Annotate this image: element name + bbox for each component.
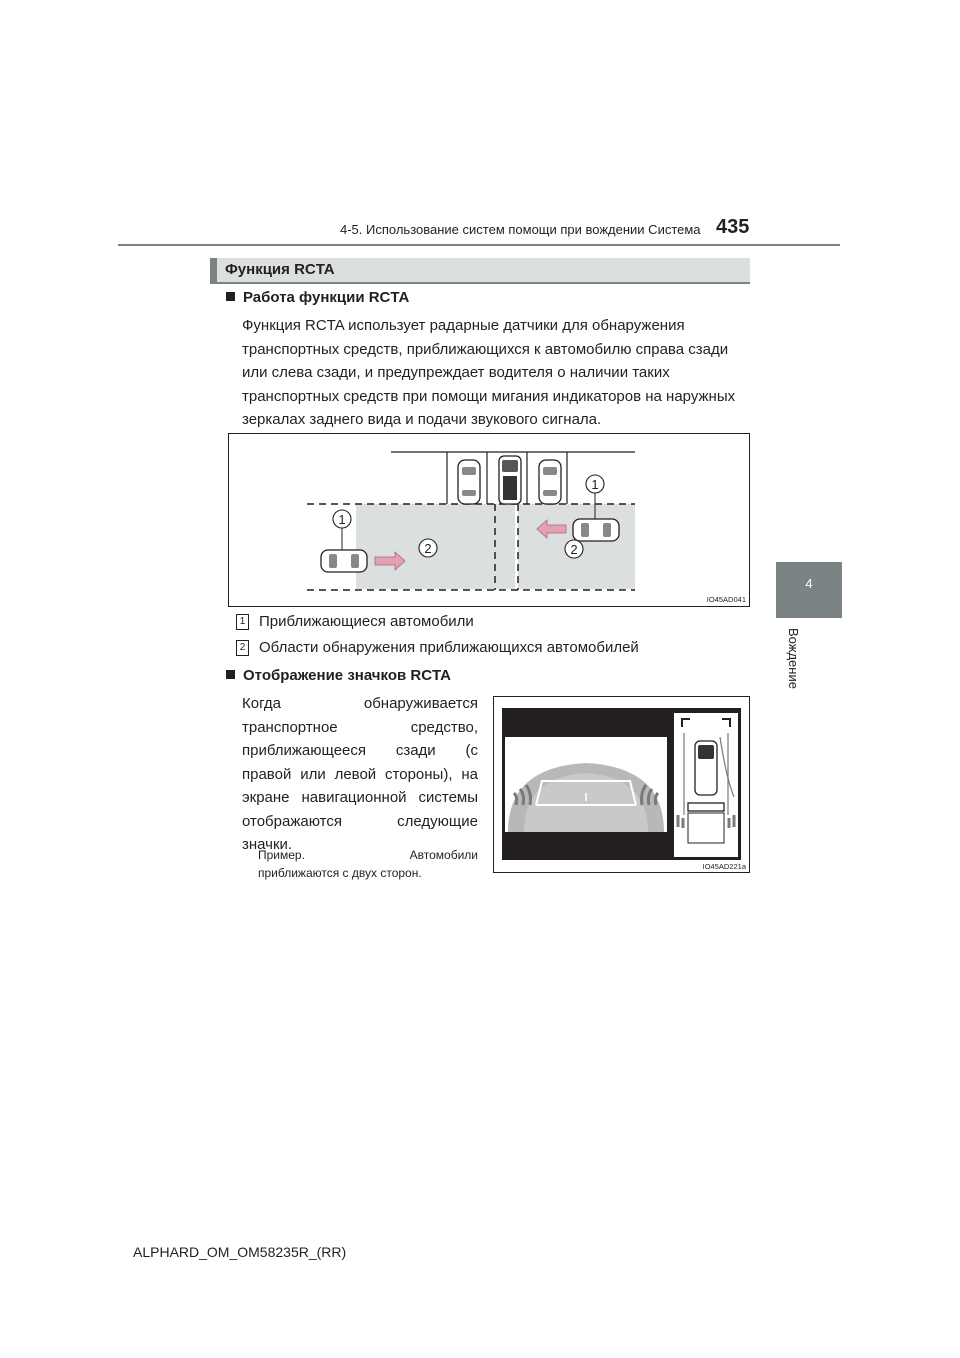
callout-text: 2 xyxy=(570,542,578,557)
chapter-tab-number: 4 xyxy=(805,576,813,591)
subsection-title-1 xyxy=(226,289,409,306)
subsection-title-2 xyxy=(226,667,451,684)
header-section-path: 4-5. Использование систем помощи при вождении Система xyxy=(340,222,701,237)
caption-line: Пример. Автомобили xyxy=(258,848,478,862)
parking-diagram-illustration xyxy=(229,434,749,606)
navigation-screen-illustration xyxy=(494,697,749,872)
figure-navigation-screen xyxy=(493,696,750,873)
figure-code: IO45AD041 xyxy=(706,595,746,604)
paragraph-line: Когда обнаруживается xyxy=(242,695,478,712)
paragraph-line: экране навигационной системы xyxy=(242,789,478,806)
paragraph-line: транспортных средств при помощи мигания индикаторов на наружных xyxy=(242,387,736,405)
section-heading: Функция RCTA xyxy=(210,258,750,284)
square-bullet-icon xyxy=(226,292,235,301)
legend-text: Области обнаружения приближающихся автомобилей xyxy=(259,639,639,656)
paragraph-line: отображаются следующие xyxy=(242,812,478,830)
subsection-title-2-text: Отображение значков RCTA xyxy=(243,667,451,684)
figure-code: IO45AD221a xyxy=(702,862,746,871)
paragraph-line: или слева сзади, и предупреждает водителя о наличии таких xyxy=(242,364,670,381)
paragraph-line: Функция RCTA использует радарные датчики для обнаружения xyxy=(242,317,685,334)
callout-text: 1 xyxy=(338,512,346,527)
callout-2-right xyxy=(565,540,583,558)
header-rule xyxy=(118,244,840,246)
paragraph-rcta-operation xyxy=(242,314,742,432)
legend-item-1 xyxy=(236,613,474,630)
paragraph-line: правой или левой стороны), на xyxy=(242,765,478,783)
paragraph-line: транспортных средств, приближающихся к автомобилю справа сзади xyxy=(242,340,729,358)
paragraph-line: значки. xyxy=(242,836,293,853)
legend-number: 2 xyxy=(236,640,249,656)
subsection-title-1-text: Работа функции RCTA xyxy=(243,289,410,306)
footer-document-code: ALPHARD_OM_OM58235R_(RR) xyxy=(133,1244,347,1260)
paragraph-line: приближающееся сзади (с xyxy=(242,742,478,759)
callout-2-left xyxy=(419,539,437,557)
parked-car-right-icon xyxy=(539,460,561,504)
paragraph-rcta-icons xyxy=(242,692,478,857)
figure-parking-diagram xyxy=(228,433,750,607)
legend-item-2 xyxy=(236,639,639,656)
paragraph-line: зеркалах заднего вида и подачи звукового сигнала. xyxy=(242,411,602,428)
caption-line: приближаются с двух сторон. xyxy=(258,866,422,880)
paragraph-line: транспортное средство, xyxy=(242,718,478,736)
chapter-tab-label: Вождение xyxy=(786,628,801,689)
parked-car-center-icon xyxy=(499,456,521,504)
callout-text: 1 xyxy=(591,477,599,492)
figure-caption xyxy=(258,846,478,882)
square-bullet-icon xyxy=(226,670,235,679)
callout-1-left xyxy=(333,510,351,550)
callout-text: 2 xyxy=(424,541,432,556)
legend-number: 1 xyxy=(236,614,249,630)
approaching-car-right-icon xyxy=(573,519,619,541)
approaching-car-left-icon xyxy=(321,550,367,572)
page-number: 435 xyxy=(716,216,750,238)
parked-car-left-icon xyxy=(458,460,480,504)
legend-text: Приближающиеся автомобили xyxy=(259,613,474,630)
